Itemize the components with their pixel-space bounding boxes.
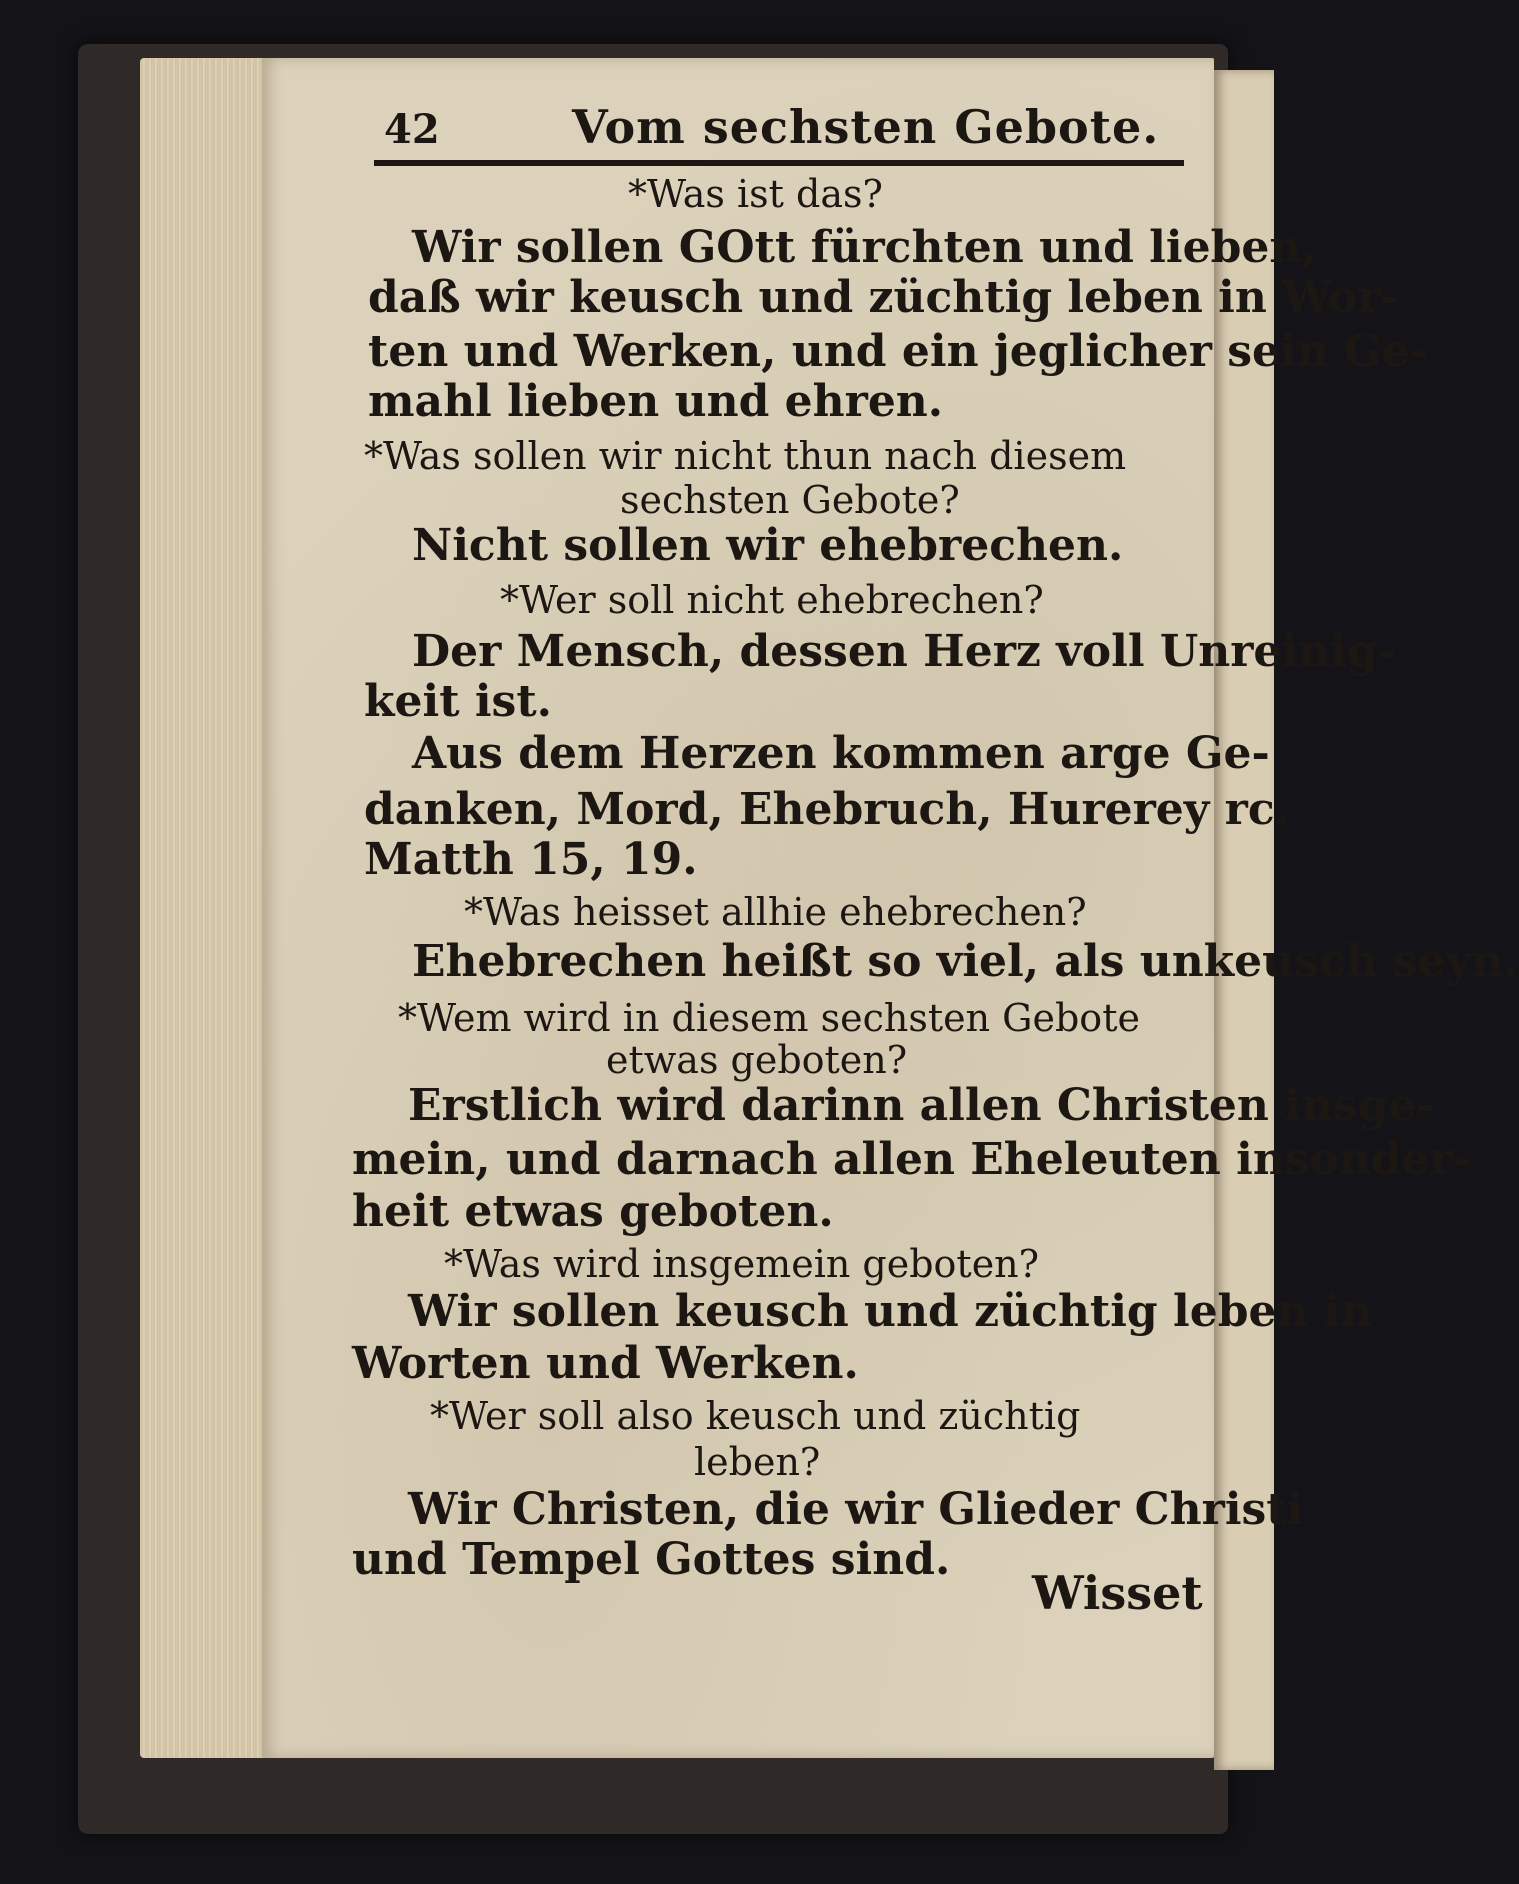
question-line: *Was ist das?: [628, 172, 883, 216]
question-line: sechsten Gebote?: [620, 478, 960, 522]
answer-line: Erstlich wird darinn allen Christen insge-: [408, 1080, 1435, 1131]
answer-line: Wir sollen GOtt fürchten und lieben,: [412, 222, 1317, 273]
answer-line: daß wir keusch und züchtig leben in Wor-: [368, 272, 1399, 323]
page-number: 42: [384, 106, 440, 153]
answer-line: und Tempel Gottes sind.: [352, 1534, 951, 1585]
answer-line: Aus dem Herzen kommen arge Ge-: [412, 728, 1270, 779]
answer-line: Ehebrechen heißt so viel, als unkeusch seyn.: [412, 936, 1519, 987]
answer-line: heit etwas geboten.: [352, 1186, 834, 1237]
page-edges: [140, 58, 280, 1758]
catchword: Wisset: [1032, 1566, 1203, 1620]
answer-line: mahl lieben und ehren.: [368, 376, 944, 427]
question-line: *Wer soll nicht ehebrechen?: [500, 578, 1044, 622]
answer-line: mein, und darnach allen Eheleuten insonder-: [352, 1134, 1472, 1185]
answer-line: Nicht sollen wir ehebrechen.: [412, 520, 1124, 571]
answer-line: danken, Mord, Ehebruch, Hurerey rc.: [364, 784, 1290, 835]
answer-line: Wir Christen, die wir Glieder Christi: [408, 1484, 1304, 1535]
question-line: *Was heisset allhie ehebrechen?: [464, 890, 1087, 934]
answer-line: Wir sollen keusch und züchtig leben in: [408, 1286, 1373, 1337]
header-rule: [374, 160, 1184, 166]
running-title: Vom sechsten Gebote.: [572, 100, 1160, 154]
question-line: *Wer soll also keusch und züchtig: [430, 1394, 1081, 1438]
question-line: *Wem wird in diesem sechsten Gebote: [398, 996, 1140, 1040]
question-line: leben?: [694, 1440, 821, 1484]
answer-line: Der Mensch, dessen Herz voll Unreinig-: [412, 626, 1396, 677]
answer-line: ten und Werken, und ein jeglicher sein Ge-: [368, 326, 1428, 377]
answer-line: keit ist.: [364, 676, 552, 727]
question-line: etwas geboten?: [606, 1038, 908, 1082]
answer-line: Matth 15, 19.: [364, 834, 698, 885]
question-line: *Was wird insgemein geboten?: [444, 1242, 1040, 1286]
question-line: *Was sollen wir nicht thun nach diesem: [364, 434, 1127, 478]
answer-line: Worten und Werken.: [352, 1338, 859, 1389]
